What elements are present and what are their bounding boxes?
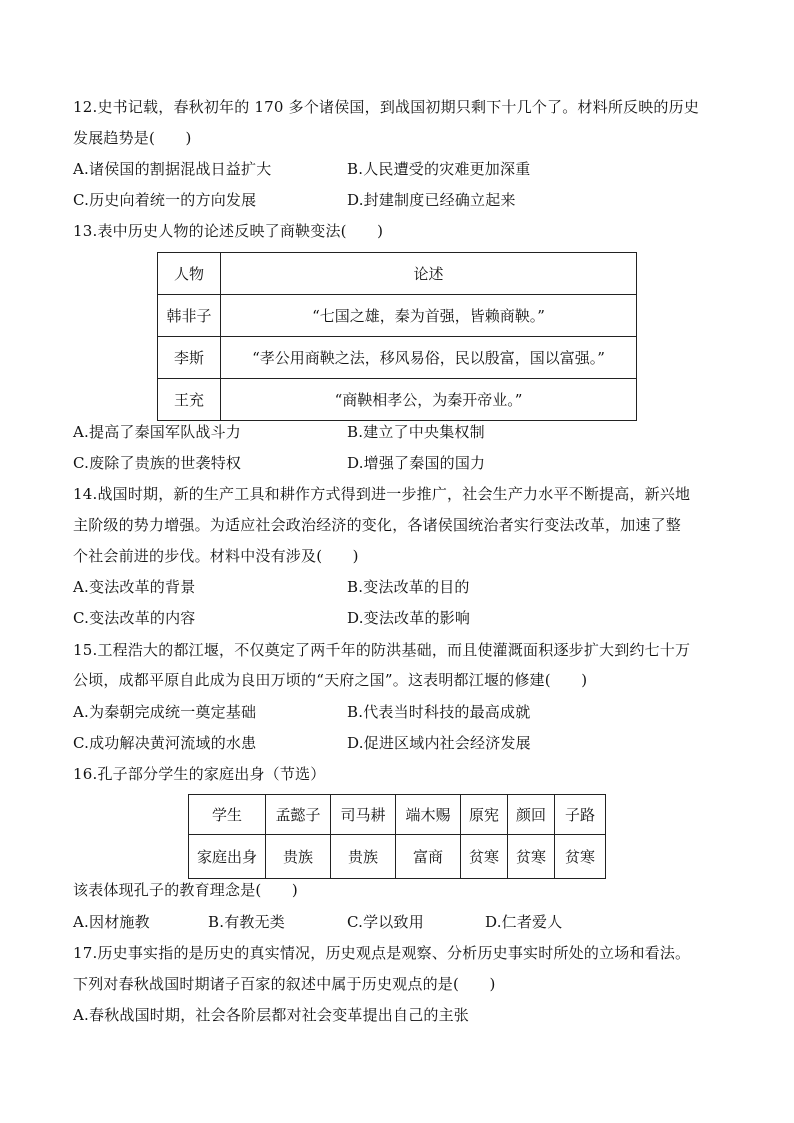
q17-option-a: A.春秋战国时期，社会各阶层都对社会变革提出自己的主张 (73, 1006, 470, 1024)
table-row (189, 795, 606, 835)
table-cell: 贵族 (331, 835, 396, 879)
q12-option-a: A.诸侯国的割据混战日益扩大 (73, 160, 272, 178)
table-cell: 王充 (158, 379, 221, 421)
table-cell: 司马耕 (331, 795, 396, 835)
q15-option-d: D.促进区域内社会经济发展 (347, 734, 531, 752)
q12-stem-line2: 发展趋势是( ) (73, 129, 192, 147)
q13-option-c: C.废除了贵族的世袭特权 (73, 454, 242, 472)
q13-stem: 13.表中历史人物的论述反映了商鞅变法( ) (73, 222, 384, 240)
q15-option-a: A.为秦朝完成统一奠定基础 (73, 703, 257, 721)
q16-stem: 16.孔子部分学生的家庭出身（节选） (73, 765, 326, 783)
table-cell: 家庭出身 (189, 835, 266, 879)
q14-stem-line3: 个社会前进的步伐。材料中没有涉及( ) (73, 547, 359, 565)
q16-option-c: C.学以致用 (347, 913, 424, 931)
table-cell: 原宪 (461, 795, 508, 835)
q16-after-text: 该表体现孔子的教育理念是( ) (73, 881, 298, 899)
table-header-cell: 论述 (221, 253, 637, 295)
table-cell: 子路 (555, 795, 606, 835)
q12-option-d: D.封建制度已经确立起来 (347, 191, 516, 209)
q16-table (188, 794, 606, 879)
q14-option-a: A.变法改革的背景 (73, 578, 196, 596)
q14-stem-line2: 主阶级的势力增强。为适应社会政治经济的变化，各诸侯国统治者实行变法改革，加速了整 (73, 516, 682, 534)
q14-option-c: C.变法改革的内容 (73, 609, 196, 627)
table-cell: 贫寒 (508, 835, 555, 879)
table-cell: 贵族 (266, 835, 331, 879)
q13-option-a: A.提高了秦国军队战斗力 (73, 423, 242, 441)
q14-option-b: B.变法改革的目的 (347, 578, 470, 596)
q12-option-b: B.人民遭受的灾难更加深重 (347, 160, 531, 178)
table-cell: 颜回 (508, 795, 555, 835)
q16-option-a: A.因材施教 (73, 913, 150, 931)
table-cell: 韩非子 (158, 295, 221, 337)
table-cell: 学生 (189, 795, 266, 835)
table-row (158, 295, 637, 337)
table-row (158, 337, 637, 379)
q15-option-b: B.代表当时科技的最高成就 (347, 703, 531, 721)
q13-option-b: B.建立了中央集权制 (347, 423, 485, 441)
table-cell: 孟懿子 (266, 795, 331, 835)
table-row (158, 253, 637, 295)
q15-stem-line1: 15.工程浩大的都江堰，不仅奠定了两千年的防洪基础，而且使灌溉面积逐步扩大到约七十万 (73, 641, 691, 659)
table-row (189, 835, 606, 879)
table-cell: 贫寒 (461, 835, 508, 879)
q13-option-d: D.增强了秦国的国力 (347, 454, 486, 472)
q15-stem-line2: 公顷，成都平原自此成为良田万顷的“天府之国”。这表明都江堰的修建( ) (73, 671, 588, 689)
table-header-cell: 人物 (158, 253, 221, 295)
table-cell: “七国之雄，秦为首强，皆赖商鞅。” (221, 295, 637, 337)
q16-option-b: B.有教无类 (208, 913, 285, 931)
table-cell: 贫寒 (555, 835, 606, 879)
table-cell: “商鞅相孝公，为秦开帝业。” (221, 379, 637, 421)
q17-stem-line1: 17.历史事实指的是历史的真实情况，历史观点是观察、分析历史事实时所处的立场和看法。 (73, 944, 691, 962)
q13-table (157, 252, 637, 421)
q15-option-c: C.成功解决黄河流域的水患 (73, 734, 257, 752)
q14-stem-line1: 14.战国时期，新的生产工具和耕作方式得到进一步推广，社会生产力水平不断提高，新兴地 (73, 485, 691, 503)
table-cell: “孝公用商鞅之法，移风易俗，民以殷富，国以富强。” (221, 337, 637, 379)
table-row (158, 379, 637, 421)
q16-option-d: D.仁者爱人 (485, 913, 563, 931)
q17-stem-line2: 下列对春秋战国时期诸子百家的叙述中属于历史观点的是( ) (73, 975, 496, 993)
table-cell: 李斯 (158, 337, 221, 379)
table-cell: 富商 (396, 835, 461, 879)
q14-option-d: D.变法改革的影响 (347, 609, 471, 627)
q12-stem-line1: 12.史书记载，春秋初年的 170 多个诸侯国，到战国初期只剩下十几个了。材料所反映的历史 (73, 98, 700, 116)
q12-option-c: C.历史向着统一的方向发展 (73, 191, 257, 209)
table-cell: 端木赐 (396, 795, 461, 835)
